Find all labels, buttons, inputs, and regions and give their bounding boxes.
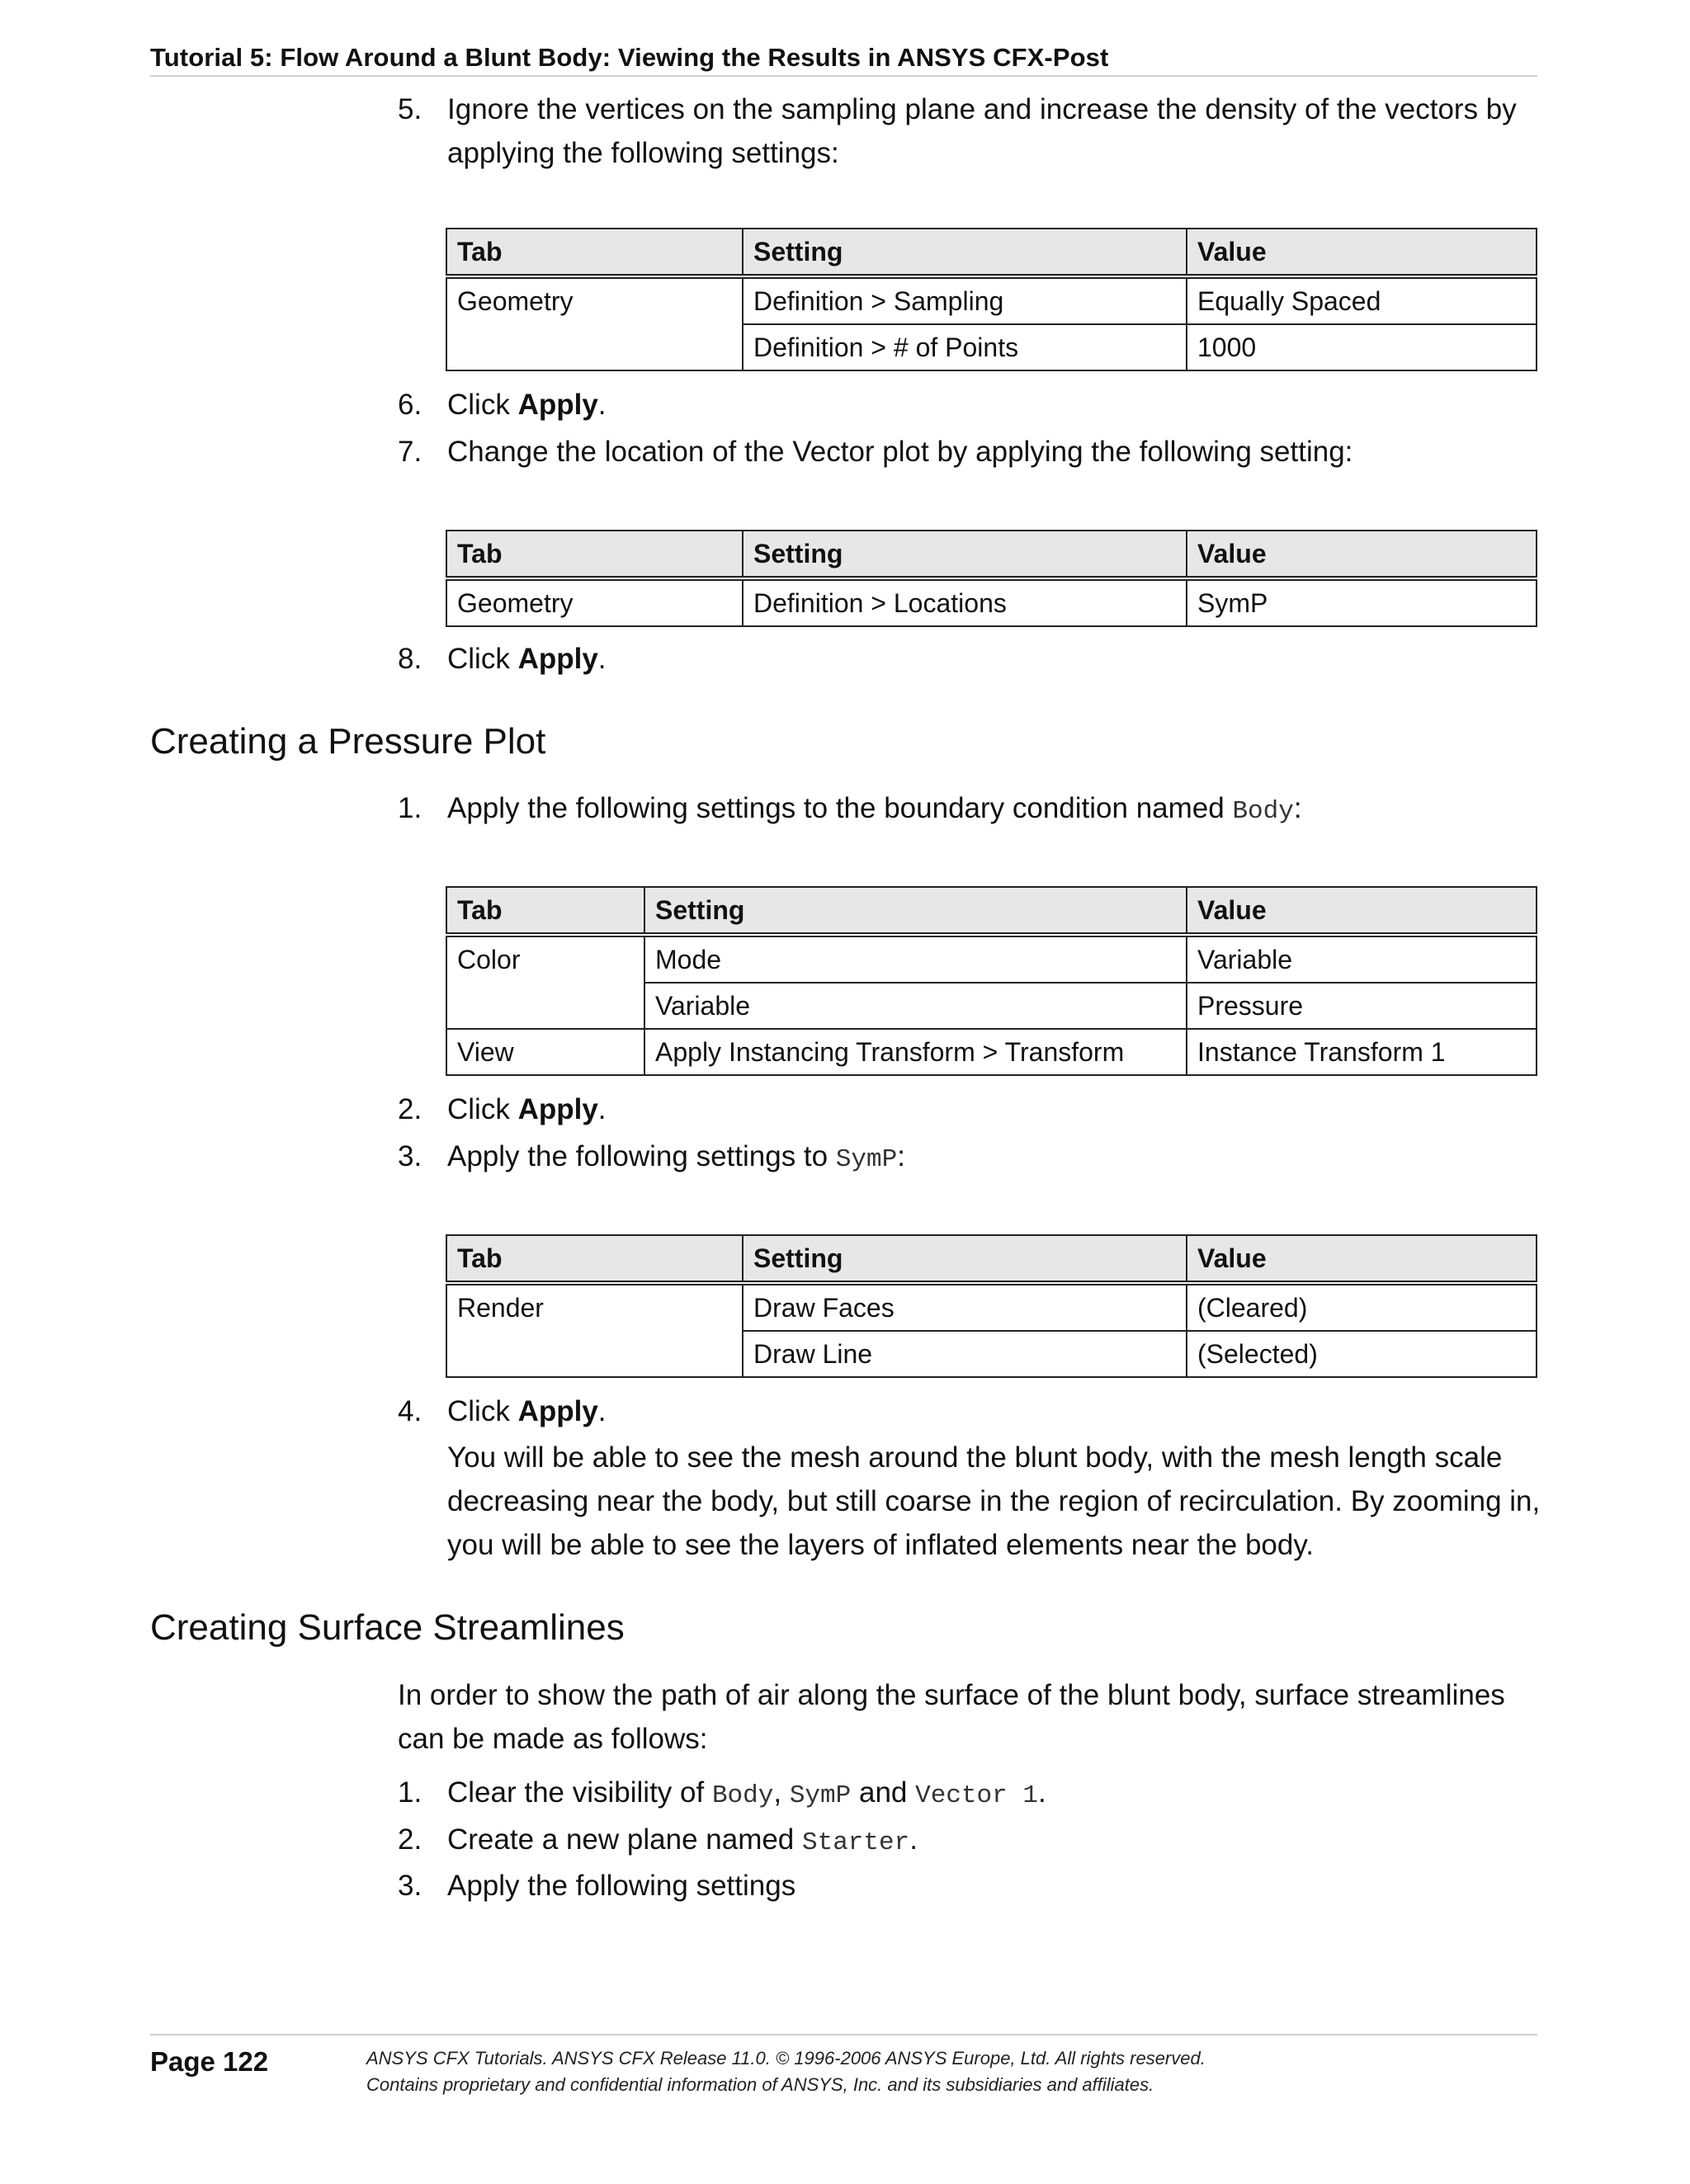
table-cell: Pressure: [1187, 983, 1537, 1029]
table-header: Setting: [743, 1235, 1187, 1283]
table-cell: [446, 324, 743, 370]
settings-table-render: [446, 1234, 1537, 1378]
table-header-row: [446, 531, 1537, 578]
table-header: Tab: [446, 229, 743, 276]
code-term: Body: [711, 1781, 774, 1810]
table-cell: [446, 983, 644, 1029]
table-header: Tab: [446, 1235, 743, 1283]
table-cell: Geometry: [446, 276, 743, 324]
table-cell: Render: [446, 1283, 743, 1331]
streamlines-intro: In order to show the path of air along the surface of the blunt body, surface streamlines can be made as follows:: [398, 1679, 1505, 1755]
table-cell: Definition > Sampling: [743, 276, 1187, 324]
table-header: Value: [1187, 887, 1537, 935]
table-cell: Variable: [1187, 935, 1537, 983]
table-cell: Mode: [644, 935, 1187, 983]
table-row: [446, 983, 1537, 1029]
settings-table-sampling: [446, 228, 1537, 371]
table-header: Tab: [446, 887, 644, 935]
table-row: [446, 1331, 1537, 1377]
pressure-note: You will be able to see the mesh around the blunt body, with the mesh length scale decreasing near the body, but still coarse in the region of recirculation. By zooming in, you will be able to see the layers of inflated elements near the body.: [447, 1441, 1541, 1561]
step-text: Ignore the vertices on the sampling plane and increase the density of the vectors by applying the following settings:: [447, 93, 1517, 169]
table-cell: Instance Transform 1: [1187, 1029, 1537, 1075]
table-header: Tab: [446, 531, 743, 578]
settings-table-location: [446, 530, 1537, 627]
table-header: Value: [1187, 229, 1537, 276]
step-number: 5.: [398, 93, 422, 125]
section-heading-surface-streamlines: Creating Surface Streamlines: [150, 1607, 625, 1648]
table-header: Setting: [743, 229, 1187, 276]
section-heading-pressure-plot: Creating a Pressure Plot: [150, 721, 546, 762]
table-row: [446, 1283, 1537, 1331]
table-cell: Variable: [644, 983, 1187, 1029]
table-cell: Definition > # of Points: [743, 324, 1187, 370]
table-row: [446, 1029, 1537, 1075]
table-row: [446, 935, 1537, 983]
table-cell: [446, 1331, 743, 1377]
footer-copyright: ANSYS CFX Tutorials. ANSYS CFX Release 11.0. © 1996-2006 ANSYS Europe, Ltd. All rights reserved.: [366, 2048, 1206, 2068]
table-header-row: [446, 887, 1537, 935]
page-number: Page 122: [150, 2046, 269, 2077]
table-cell: Apply Instancing Transform > Transform: [644, 1029, 1187, 1075]
code-term: SymP: [835, 1145, 898, 1174]
table-header: Setting: [644, 887, 1187, 935]
table-row: [446, 276, 1537, 324]
table-header: Value: [1187, 1235, 1537, 1283]
code-term: Vector 1: [915, 1781, 1038, 1810]
code-term: Starter: [802, 1828, 910, 1857]
footer-divider: [150, 2034, 1537, 2035]
table-header: Setting: [743, 531, 1187, 578]
code-term: Body: [1232, 797, 1294, 826]
table-cell: (Selected): [1187, 1331, 1537, 1377]
table-cell: Draw Line: [743, 1331, 1187, 1377]
table-header: Value: [1187, 531, 1537, 578]
table-cell: Geometry: [446, 578, 743, 626]
table-header-row: [446, 229, 1537, 276]
footer-confidential: Contains proprietary and confidential information of ANSYS, Inc. and its subsidiaries and affiliates.: [366, 2074, 1154, 2095]
table-cell: Color: [446, 935, 644, 983]
table-row: [446, 324, 1537, 370]
running-header: Tutorial 5: Flow Around a Blunt Body: Viewing the Results in ANSYS CFX-Post: [150, 43, 1109, 72]
table-header-row: [446, 1235, 1537, 1283]
table-cell: (Cleared): [1187, 1283, 1537, 1331]
table-row: [446, 578, 1537, 626]
settings-table-body: [446, 886, 1537, 1076]
code-term: SymP: [789, 1781, 852, 1810]
table-cell: View: [446, 1029, 644, 1075]
table-cell: 1000: [1187, 324, 1537, 370]
table-cell: Draw Faces: [743, 1283, 1187, 1331]
table-cell: Definition > Locations: [743, 578, 1187, 626]
table-cell: SymP: [1187, 578, 1537, 626]
header-divider: [150, 75, 1537, 77]
table-cell: Equally Spaced: [1187, 276, 1537, 324]
